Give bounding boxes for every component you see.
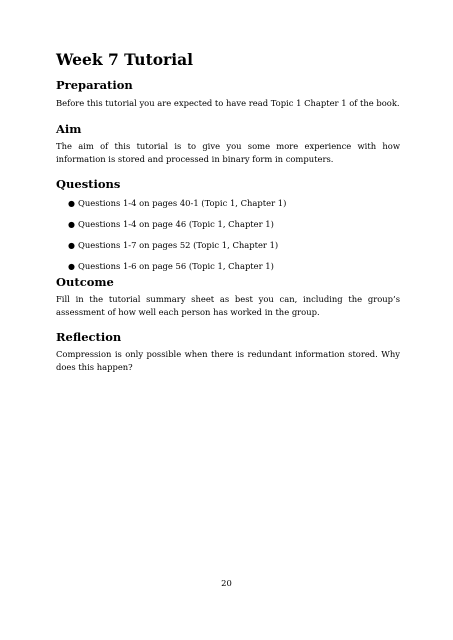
outcome-text: Fill in the tutorial summary sheet as best you can, including the group’s assessment of how well each person has worked in the group.	[56, 294, 400, 317]
question-item-text: Questions 1-6 on page 56 (Topic 1, Chapter 1)	[78, 261, 274, 271]
page-title: Week 7 Tutorial	[56, 50, 194, 69]
list-item	[56, 218, 400, 239]
preparation-heading: Preparation	[56, 78, 133, 92]
bullet-icon: ●	[68, 262, 75, 271]
list-item	[56, 197, 400, 218]
bullet-icon: ●	[68, 220, 75, 229]
questions-list	[56, 197, 400, 281]
question-item-text: Questions 1-7 on pages 52 (Topic 1, Chapter 1)	[78, 240, 279, 250]
list-item	[56, 239, 400, 260]
bullet-icon: ●	[68, 241, 75, 250]
aim-heading: Aim	[56, 122, 82, 136]
bullet-icon: ●	[68, 199, 75, 208]
reflection-heading: Reflection	[56, 330, 122, 344]
question-item-text: Questions 1-4 on page 46 (Topic 1, Chapter 1)	[78, 219, 274, 229]
reflection-text: Compression is only possible when there is redundant information stored. Why does this happen?	[56, 349, 400, 372]
outcome-heading: Outcome	[56, 275, 114, 289]
preparation-text: Before this tutorial you are expected to have read Topic 1 Chapter 1 of the book.	[56, 98, 400, 108]
aim-text: The aim of this tutorial is to give you some more experience with how information is stored and processed in binary form in computers.	[56, 141, 400, 164]
questions-heading: Questions	[56, 177, 121, 191]
question-item-text: Questions 1-4 on pages 40-1 (Topic 1, Chapter 1)	[78, 198, 287, 208]
page-number: 20	[221, 578, 232, 588]
